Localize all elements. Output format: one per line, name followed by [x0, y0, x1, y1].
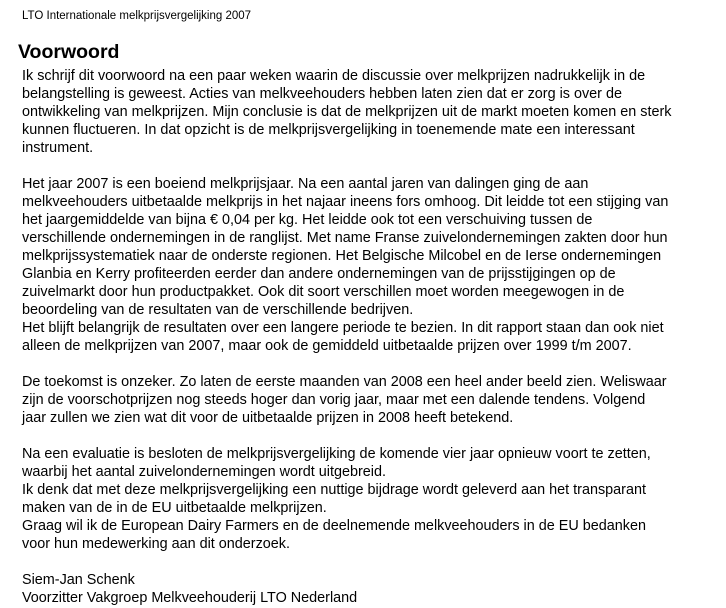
- text-line: melkveehouders uitbetaalde melkprijs in het najaar ineens fors omhoog. Dit leidde tot een stijging van: [22, 194, 669, 210]
- signatory-name: Siem-Jan Schenk: [22, 572, 135, 588]
- paragraph-intro: [22, 67, 722, 157]
- text-line: alleen de melkprijzen van 2007, maar ook de gemiddeld uitbetaalde prijzen over 1999 t/m 2007.: [22, 338, 632, 354]
- paragraph-spacer: [22, 553, 722, 571]
- text-line: ontwikkeling van melkprijzen. Mijn conclusie is dat de melkprijzen uit de markt moeten komen en sterk: [22, 104, 672, 120]
- text-line: jaar zullen we zien wat dit voor de uitbetaalde prijzen in 2008 heeft betekend.: [22, 410, 514, 426]
- paragraph-spacer: [22, 157, 722, 175]
- text-line: instrument.: [22, 140, 94, 156]
- text-line: beoordeling van de resultaten van de verschillende bedrijven.: [22, 302, 414, 318]
- signatory-role: Voorzitter Vakgroep Melkveehouderij LTO Nederland: [22, 590, 358, 606]
- signature-block: [22, 571, 722, 607]
- text-line: maken van de in de EU uitbetaalde melkprijzen.: [22, 500, 327, 516]
- text-line: Ik denk dat met deze melkprijsvergelijking een nuttige bijdrage wordt geleverd aan het transparant: [22, 482, 646, 498]
- text-line: De toekomst is onzeker. Zo laten de eerste maanden van 2008 een heel ander beeld zien. Weliswaar: [22, 374, 667, 390]
- paragraph-future: [22, 373, 722, 427]
- text-line: zijn de voorschotprijzen nog steeds hoger dan vorig jaar, maar met een dalende tendens. Volgend: [22, 392, 646, 408]
- text-line: Het blijft belangrijk de resultaten over een langere periode te bezien. In dit rapport staan dan ook niet: [22, 320, 664, 336]
- paragraph-spacer: [22, 427, 722, 445]
- text-line: het jaargemiddelde van bijna € 0,04 per kg. Het leidde ook tot een verschuiving tussen de: [22, 212, 593, 228]
- paragraph-year-2007: [22, 175, 722, 355]
- text-line: zuivelmarkt door hun productpakket. Ook dit soort verschillen moet worden meegewogen in de: [22, 284, 625, 300]
- paragraph-spacer: [22, 355, 722, 373]
- text-line: melkprijssystematiek naar de onderste regionen. Het Belgische Milcobel en de Ierse ondernemingen: [22, 248, 662, 264]
- text-line: waarbij het aantal zuivelondernemingen wordt uitgebreid.: [22, 464, 386, 480]
- text-line: belangstelling is geweest. Acties van melkveehouders hebben laten zien dat er zorg is over de: [22, 86, 622, 102]
- running-header: LTO Internationale melkprijsvergelijking 2007: [22, 10, 252, 22]
- text-line: Glanbia en Kerry profiteerden eerder dan andere ondernemingen van de prijsstijgingen op de: [22, 266, 616, 282]
- text-line: Het jaar 2007 is een boeiend melkprijsjaar. Na een aantal jaren van dalingen ging de aan: [22, 176, 589, 192]
- text-line: Graag wil ik de European Dairy Farmers en de deelnemende melkveehouders in de EU bedanken: [22, 518, 646, 534]
- text-line: voor hun medewerking aan dit onderzoek.: [22, 536, 290, 552]
- page-title: Voorwoord: [18, 41, 120, 63]
- text-line: kunnen fluctueren. In dat opzicht is de melkprijsvergelijking in toenemende mate een interessant: [22, 122, 635, 138]
- text-line: Ik schrijf dit voorwoord na een paar weken waarin de discussie over melkprijzen nadrukkelijk in de: [22, 68, 646, 84]
- text-line: Na een evaluatie is besloten de melkprijsvergelijking de komende vier jaar opnieuw voort te zetten,: [22, 446, 651, 462]
- text-line: verschillende ondernemingen in de ranglijst. Met name Franse zuivelondernemingen zakten door hun: [22, 230, 668, 246]
- paragraph-evaluation: [22, 445, 722, 553]
- document-body: [22, 67, 722, 607]
